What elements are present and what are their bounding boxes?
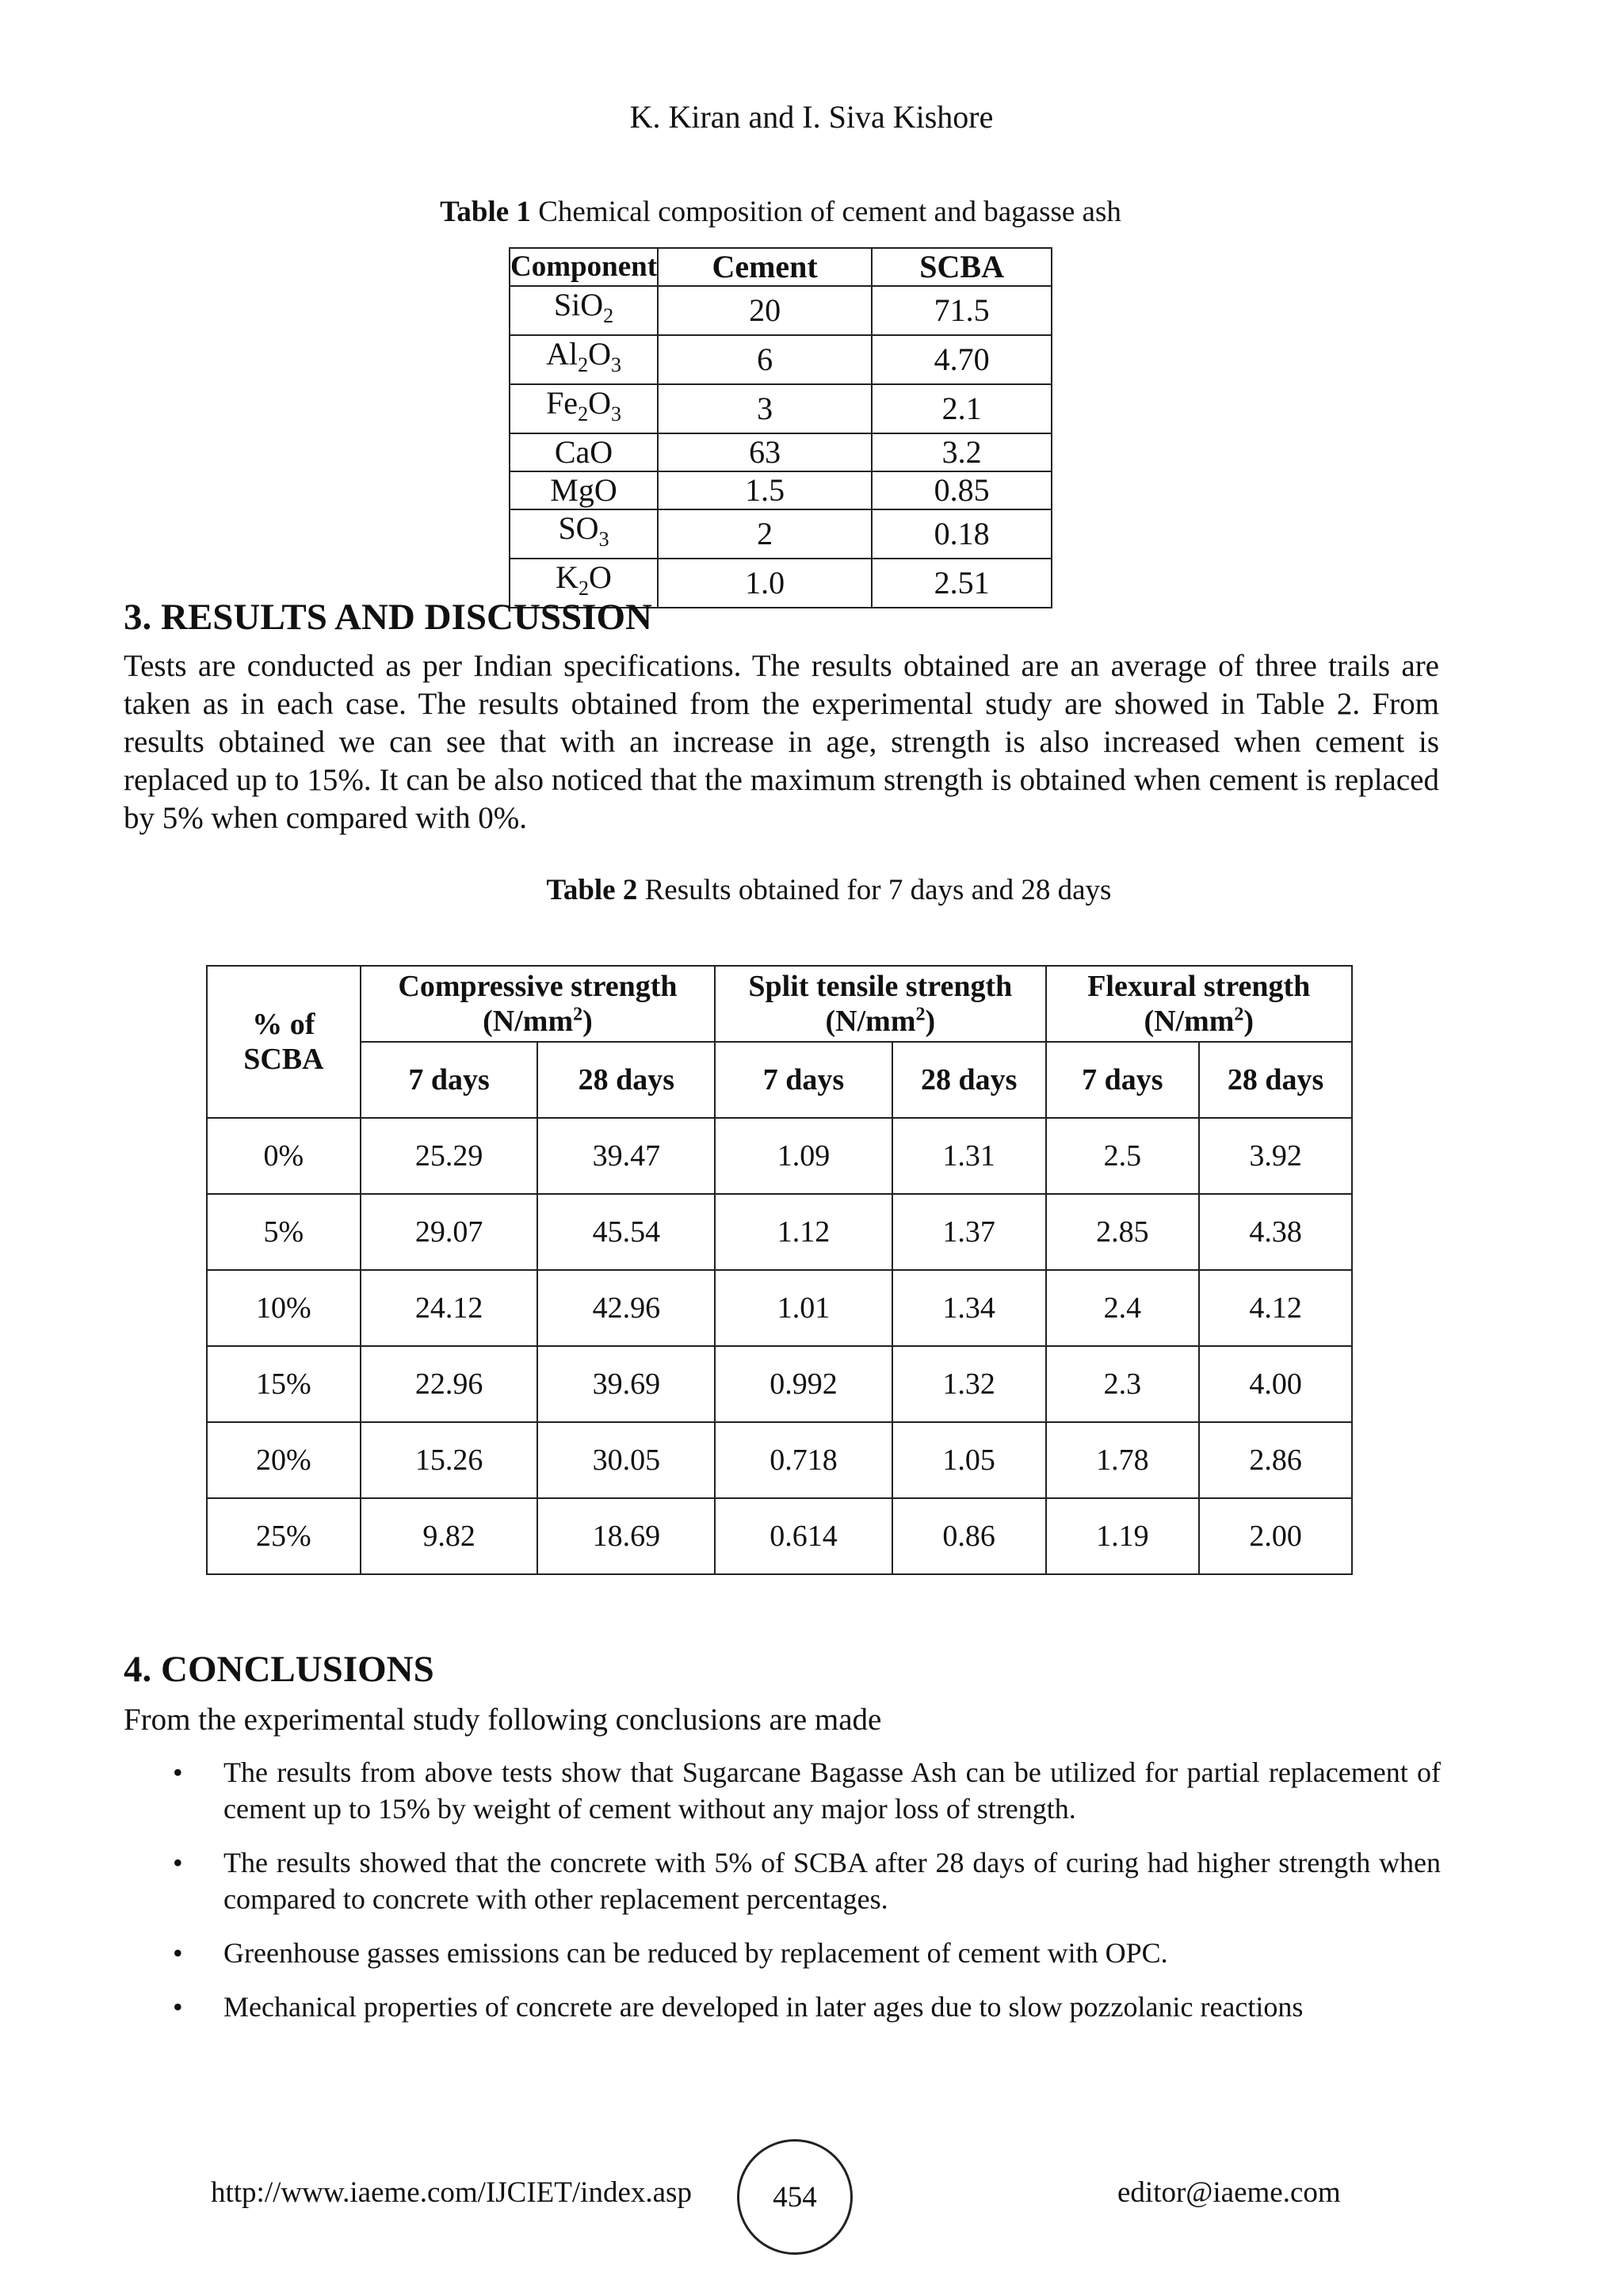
conclusion-text: The results from above tests show that Sugarcane Bagasse Ash can be utilized for partial replacement of cement up to 15% by weight of cement without any major loss of strength. — [223, 1756, 1441, 1825]
strength-value-cell: 4.12 — [1199, 1270, 1352, 1346]
scba-value: 2.51 — [872, 559, 1052, 608]
cement-value: 6 — [658, 335, 872, 384]
page-number: 454 — [737, 2139, 853, 2255]
table2-label: Table 2 — [546, 874, 638, 906]
cement-value: 1.0 — [658, 559, 872, 608]
strength-value-cell: 29.07 — [361, 1194, 538, 1270]
bullet-icon: • — [173, 1847, 183, 1878]
cement-value: 63 — [658, 433, 872, 471]
component-formula: $SO_3$ — [510, 509, 658, 559]
table1-row — [510, 509, 1052, 559]
strength-value-cell: 42.96 — [537, 1270, 715, 1346]
table2-header-scba-line2: SCBA — [243, 1043, 324, 1076]
strength-value-cell: 4.00 — [1199, 1346, 1352, 1422]
strength-value-cell: 4.38 — [1199, 1194, 1352, 1270]
table2-subheader: 7 days — [361, 1042, 538, 1118]
strength-value-cell: 0.992 — [715, 1346, 892, 1422]
cement-value: 2 — [658, 509, 872, 559]
bullet-icon: • — [173, 1756, 183, 1788]
table2-group-compressive — [361, 966, 715, 1042]
section3-paragraph: Tests are conducted as per Indian specifications. The results obtained are an average of three trails are taken as in each case. The results obtained from the experimental study are showed in Table 2. From results obtained we can see that with an increase in age, strength is also increased when cement is replaced up to 15%. It can be also noticed that the maximum strength is obtained when cement is replaced by 5% when compared with 0%. — [124, 649, 1439, 835]
scba-percent-cell: 10% — [207, 1270, 361, 1346]
strength-value-cell: 0.614 — [715, 1498, 892, 1574]
strength-value-cell: 9.82 — [361, 1498, 538, 1574]
table2-caption-text: Results obtained for 7 days and 28 days — [644, 874, 1112, 906]
table1-header-cement: Cement — [658, 248, 872, 286]
table1-row — [510, 384, 1052, 433]
table2-row — [207, 1194, 1352, 1270]
group-name: Compressive strength — [398, 970, 678, 1003]
scba-value: 4.70 — [872, 335, 1052, 384]
strength-value-cell: 15.26 — [361, 1422, 538, 1498]
cement-value: 1.5 — [658, 471, 872, 509]
table2-group-split-tensile — [715, 966, 1045, 1042]
strength-value-cell: 45.54 — [537, 1194, 715, 1270]
component-formula: $Fe_2O_3$ — [510, 384, 658, 433]
strength-value-cell: 2.00 — [1199, 1498, 1352, 1574]
strength-value-cell: 30.05 — [537, 1422, 715, 1498]
table2-header-scba-line1: % of — [252, 1008, 315, 1041]
group-name: Split tensile strength — [748, 970, 1013, 1003]
strength-value-cell: 24.12 — [361, 1270, 538, 1346]
strength-value-cell: 1.05 — [892, 1422, 1046, 1498]
scba-percent-cell: 15% — [207, 1346, 361, 1422]
cement-value: 20 — [658, 286, 872, 335]
chemical-composition-table — [509, 247, 1052, 608]
strength-value-cell: 2.4 — [1046, 1270, 1200, 1346]
table2-row — [207, 1270, 1352, 1346]
table2-subheader: 28 days — [1199, 1042, 1352, 1118]
strength-value-cell: 1.12 — [715, 1194, 892, 1270]
component-formula: SiO$_2$ — [510, 286, 658, 335]
strength-value-cell: 1.32 — [892, 1346, 1046, 1422]
conclusion-text: Mechanical properties of concrete are developed in later ages due to slow pozzolanic reactions — [223, 1991, 1304, 2023]
strength-value-cell: 2.85 — [1046, 1194, 1200, 1270]
bullet-icon: • — [173, 1991, 183, 2023]
running-header-authors: K. Kiran and I. Siva Kishore — [629, 99, 994, 135]
scba-value: 3.2 — [872, 433, 1052, 471]
table2-row — [207, 1118, 1352, 1194]
conclusions-list — [173, 1754, 1441, 2042]
strength-value-cell: 0.86 — [892, 1498, 1046, 1574]
scba-value: 0.18 — [872, 509, 1052, 559]
scba-percent-cell: 20% — [207, 1422, 361, 1498]
table2-group-flexural — [1046, 966, 1352, 1042]
strength-value-cell: 3.92 — [1199, 1118, 1352, 1194]
section4-heading: 4. CONCLUSIONS — [124, 1649, 434, 1690]
bullet-icon: • — [173, 1937, 183, 1969]
table2-row — [207, 1422, 1352, 1498]
strength-value-cell: 1.31 — [892, 1118, 1046, 1194]
section3-heading: 3. RESULTS AND DISCUSSION — [124, 597, 652, 638]
table1-row — [510, 286, 1052, 335]
scba-value: 71.5 — [872, 286, 1052, 335]
cement-value: 3 — [658, 384, 872, 433]
table2-header-scba-percent — [207, 966, 361, 1118]
table1-header-component: Component — [510, 248, 658, 286]
strength-value-cell: 39.69 — [537, 1346, 715, 1422]
conclusion-text: Greenhouse gasses emissions can be reduced by replacement of cement with OPC. — [223, 1937, 1168, 1969]
table2-subheader: 28 days — [892, 1042, 1046, 1118]
strength-value-cell: 39.47 — [537, 1118, 715, 1194]
table1-label: Table 1 — [440, 196, 531, 228]
table1-caption — [0, 195, 1561, 229]
table2-row — [207, 1346, 1352, 1422]
strength-value-cell: 2.3 — [1046, 1346, 1200, 1422]
component-formula: MgO — [510, 471, 658, 509]
group-name: Flexural strength — [1087, 970, 1311, 1003]
results-table — [206, 965, 1353, 1575]
scba-value: 2.1 — [872, 384, 1052, 433]
strength-value-cell: 25.29 — [361, 1118, 538, 1194]
conclusion-item — [173, 1754, 1441, 1827]
table2-subheader: 7 days — [715, 1042, 892, 1118]
section4-intro: From the experimental study following conclusions are made — [124, 1703, 882, 1737]
strength-value-cell: 18.69 — [537, 1498, 715, 1574]
table2-subheader: 28 days — [537, 1042, 715, 1118]
conclusion-text: The results showed that the concrete with 5% of SCBA after 28 days of curing had higher strength when compared to concrete with other replacement percentages. — [223, 1847, 1441, 1915]
strength-value-cell: 1.34 — [892, 1270, 1046, 1346]
strength-value-cell: 2.86 — [1199, 1422, 1352, 1498]
strength-value-cell: 1.78 — [1046, 1422, 1200, 1498]
component-formula: $Al_2O_3$ — [510, 335, 658, 384]
scba-value: 0.85 — [872, 471, 1052, 509]
strength-value-cell: 0.718 — [715, 1422, 892, 1498]
group-unit: $(N/mm^2)$ — [1144, 1004, 1254, 1038]
conclusion-item — [173, 1989, 1441, 2025]
footer-email-link[interactable]: editor@iaeme.com — [1117, 2176, 1341, 2209]
group-unit: $(N/mm^2)$ — [483, 1004, 593, 1038]
scba-percent-cell: 0% — [207, 1118, 361, 1194]
strength-value-cell: 1.19 — [1046, 1498, 1200, 1574]
conclusion-item — [173, 1935, 1441, 1971]
strength-value-cell: 22.96 — [361, 1346, 538, 1422]
scba-percent-cell: 25% — [207, 1498, 361, 1574]
strength-value-cell: 1.37 — [892, 1194, 1046, 1270]
group-unit: $(N/mm^2)$ — [825, 1004, 936, 1038]
scba-percent-cell: 5% — [207, 1194, 361, 1270]
strength-value-cell: 2.5 — [1046, 1118, 1200, 1194]
component-formula: CaO — [510, 433, 658, 471]
table1-row — [510, 433, 1052, 471]
table1-header-scba: SCBA — [872, 248, 1052, 286]
table2-caption — [0, 873, 1623, 907]
table1-caption-text: Chemical composition of cement and bagasse ash — [538, 196, 1121, 228]
footer-journal-link[interactable]: http://www.iaeme.com/IJCIET/index.asp — [211, 2176, 692, 2209]
strength-value-cell: 1.09 — [715, 1118, 892, 1194]
conclusion-item — [173, 1844, 1441, 1917]
table2-row — [207, 1498, 1352, 1574]
table1-row — [510, 335, 1052, 384]
strength-value-cell: 1.01 — [715, 1270, 892, 1346]
table1-row — [510, 471, 1052, 509]
component-formula: $K_2O$ — [510, 559, 658, 608]
table2-subheader: 7 days — [1046, 1042, 1200, 1118]
